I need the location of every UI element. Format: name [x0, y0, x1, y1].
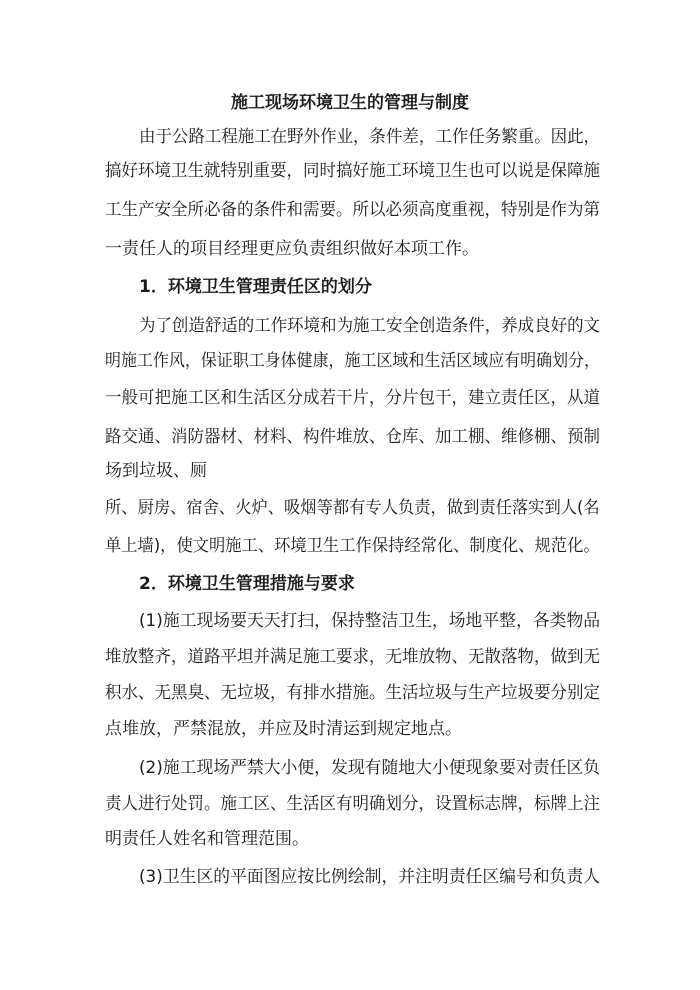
- section-1-line-1: 为了创造舒适的工作环境和为施工安全创造条件，养成良好的文: [139, 316, 601, 336]
- section-1-line-4: 路交通、消防器材、材料、构件堆放、仓库、加工棚、维修棚、预制: [105, 427, 601, 447]
- section-1-line-7: 单上墙)，使文明施工、环境卫生工作保持经常化、制度化、规范化。: [105, 536, 600, 556]
- item-2-line-3: 明责任人姓名和管理范围。: [105, 829, 309, 849]
- section-1-line-2: 明施工作风，保证职工身体健康，施工区域和生活区域应有明确划分，: [105, 351, 601, 371]
- item-2-line-1: (2)施工现场严禁大小便，发现有随地大小便现象要对责任区负: [139, 758, 601, 778]
- intro-line-3: 工生产安全所必备的条件和需要。所以必须高度重视，特别是作为第: [105, 200, 601, 220]
- item-1-line-2: 堆放整齐，道路平坦并满足施工要求，无堆放物、无散落物，做到无: [105, 647, 601, 667]
- section-1-line-5: 场到垃圾、厕: [105, 461, 207, 481]
- item-1-line-4: 点堆放，严禁混放，并应及时清运到规定地点。: [105, 719, 462, 739]
- item-1-line-1: (1)施工现场要天天打扫，保持整洁卫生，场地平整，各类物品: [139, 611, 601, 631]
- intro-line-2: 搞好环境卫生就特别重要，同时搞好施工环境卫生也可以说是保障施: [105, 161, 601, 181]
- item-2-line-2: 责人进行处罚。施工区、生活区有明确划分，设置标志牌，标牌上注: [105, 794, 601, 814]
- section-1-heading: 1．环境卫生管理责任区的划分: [139, 277, 372, 297]
- document-title: 施工现场环境卫生的管理与制度: [231, 93, 469, 113]
- intro-line-1: 由于公路工程施工在野外作业，条件差，工作任务繁重。因此，: [139, 127, 601, 147]
- section-1-line-6: 所、厨房、宿舍、火炉、吸烟等都有专人负责，做到责任落实到人(名: [105, 498, 600, 518]
- section-1-line-3: 一般可把施工区和生活区分成若干片，分片包干，建立责任区，从道: [105, 388, 601, 408]
- intro-line-4: 一责任人的项目经理更应负责组织做好本项工作。: [105, 239, 479, 259]
- item-1-line-3: 积水、无黑臭、无垃圾，有排水措施。生活垃圾与生产垃圾要分别定: [105, 683, 601, 703]
- section-2-heading: 2．环境卫生管理措施与要求: [139, 574, 355, 594]
- item-3-line-1: (3)卫生区的平面图应按比例绘制，并注明责任区编号和负责人: [139, 867, 601, 887]
